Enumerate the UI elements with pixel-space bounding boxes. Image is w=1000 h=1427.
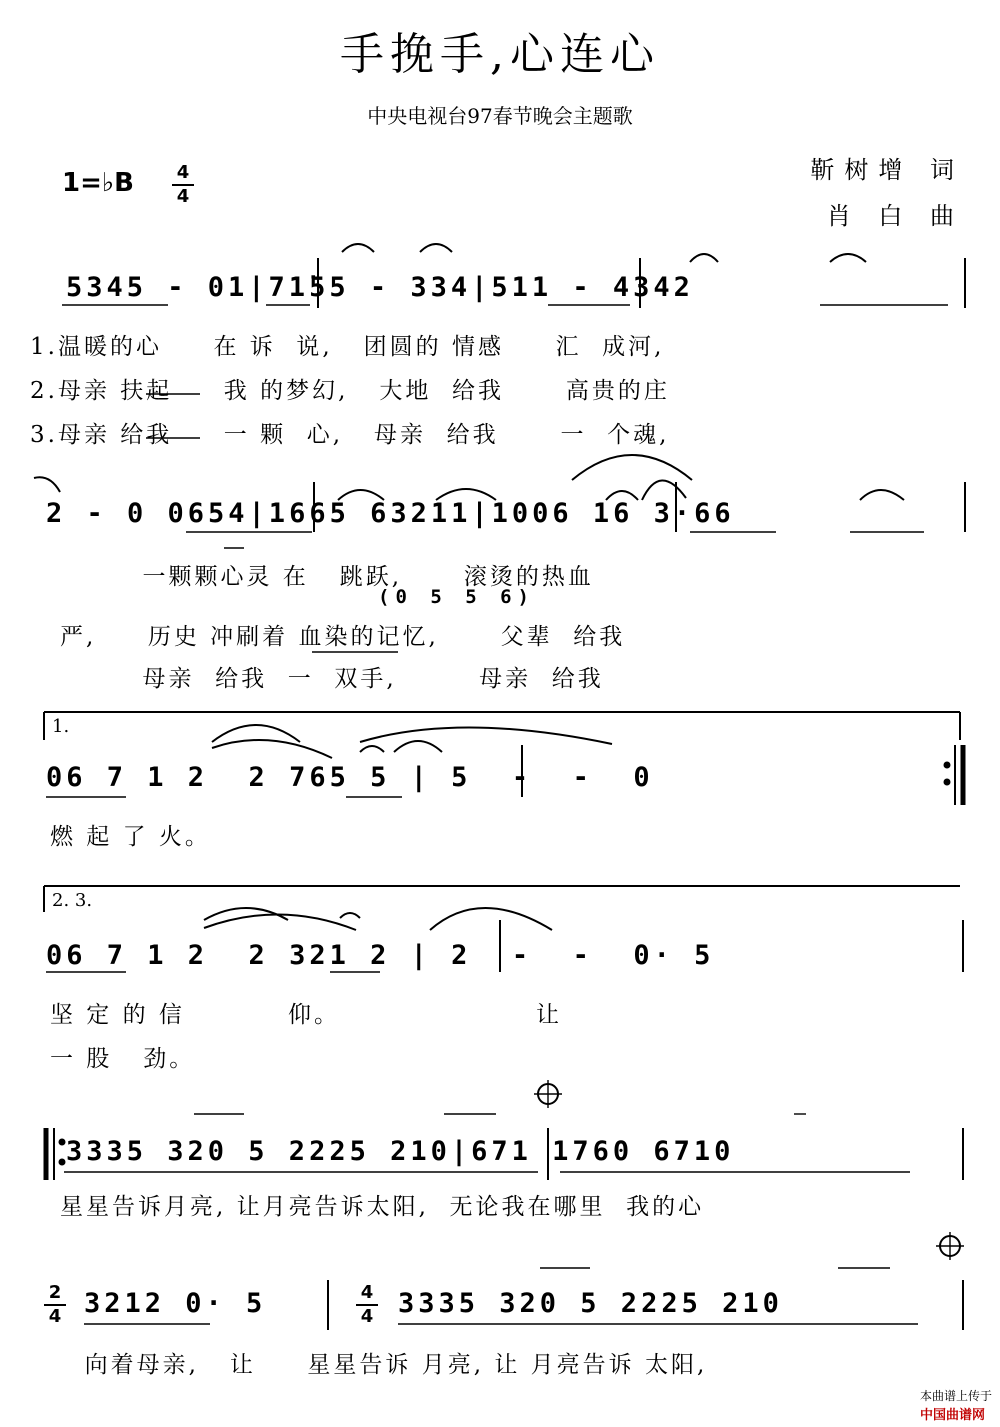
repeat-dot (945, 780, 950, 785)
slur (430, 908, 552, 930)
slur (830, 254, 866, 262)
slur (420, 244, 452, 252)
site-logo[interactable]: 中国曲谱网 (919, 1408, 985, 1423)
slur (34, 477, 60, 492)
lyric-line: 一颗颗心灵 在 跳跃, 滚烫的热血 (60, 564, 594, 590)
lyric-line: 向着母亲, 让 星星告诉 月亮, 让 月亮告诉 太阳, (64, 1352, 708, 1378)
notation-line: 3335 320 5 2225 210|671 1760 6710 (66, 1136, 735, 1167)
time-signature-top: 2 (48, 1282, 62, 1303)
repeat-dot (60, 1140, 65, 1145)
time-signature-change (44, 1282, 66, 1328)
slur (360, 746, 384, 752)
song-subtitle: 中央电视台97春节晚会主题歌 (367, 104, 633, 128)
notation-line: 06 7 1 2 2 765 5 | 5 - - 0 (46, 762, 654, 793)
notation-line: 06 7 1 2 2 321 2 | 2 - - 0· 5 (46, 940, 715, 971)
lyric-line: 严, 历史 冲刷着 血染的记忆, 父辈 给我 (60, 624, 626, 650)
time-signature-bottom: 4 (172, 184, 194, 208)
notation-line: 3335 320 5 2225 210 (398, 1288, 783, 1319)
time-signature (172, 162, 194, 208)
notation-line: 3212 0· 5 (84, 1288, 267, 1319)
volta-label: 1. (52, 716, 70, 737)
lyric-line: 星星告诉月亮, 让月亮告诉太阳, 无论我在哪里 我的心 (60, 1194, 705, 1220)
alternate-notes: (0 5 5 6) (378, 586, 535, 608)
lyric-line: 一 股 劲。 (50, 1046, 196, 1072)
time-signature-change (356, 1282, 378, 1328)
slur (394, 741, 442, 752)
slur (860, 490, 904, 500)
composer-credit: 肖 白 曲 (826, 202, 964, 230)
footer-prefix: 本曲谱上传于 (919, 1389, 992, 1403)
slur (572, 455, 692, 480)
lyric-line: 坚 定 的 信 仰。 让 (50, 1002, 562, 1028)
lyric-line: 2.母亲 扶起 我 的梦幻, 大地 给我 高贵的庄 (30, 378, 670, 404)
slur (690, 254, 718, 262)
time-signature-top: 4 (176, 162, 190, 183)
lyricist-credit: 靳树增 词 (810, 156, 964, 184)
slur (340, 913, 360, 918)
notation-line: 2 - 0 0654|1665 63211|1006 16 3·66 (46, 498, 735, 529)
time-signature-top: 4 (360, 1282, 374, 1303)
notation-line: 5345 - 01|71̇55 - 334|511 - 4342 (66, 272, 694, 303)
footer-credit (912, 1373, 992, 1423)
volta-label: 2. 3. (52, 890, 93, 911)
slur (212, 740, 332, 758)
slur (342, 244, 374, 252)
lyric-line: 燃 起 了 火。 (50, 824, 211, 850)
key-signature: 1=♭B (62, 168, 134, 198)
lyric-line: 1.温暖的心 在 诉 说, 团圆的 情感 汇 成河, (30, 334, 665, 360)
lyric-line: 3.母亲 给我 一 颗 心, 母亲 给我 一 个魂, (30, 422, 670, 448)
lyric-line: 母亲 给我 一 双手, 母亲 给我 (60, 666, 604, 692)
slur (360, 727, 612, 744)
repeat-dot (60, 1160, 65, 1165)
repeat-dot (945, 763, 950, 768)
time-signature-bottom: 4 (44, 1304, 66, 1328)
song-title: 手挽手,心连心 (340, 29, 660, 80)
time-signature-bottom: 4 (356, 1304, 378, 1328)
